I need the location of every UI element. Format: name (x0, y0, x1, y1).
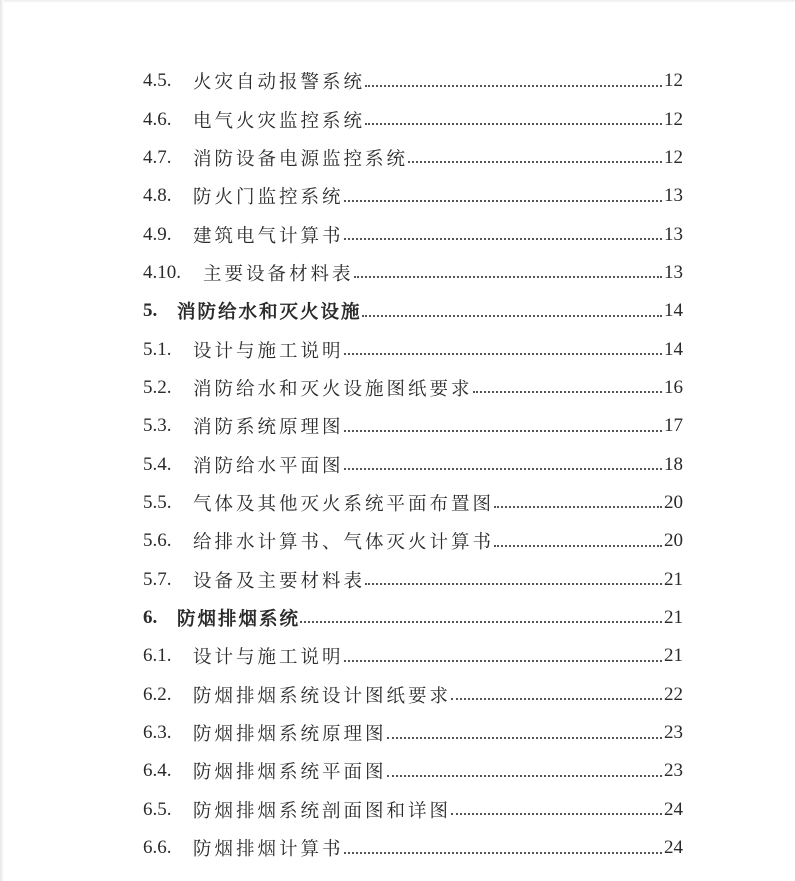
toc-entry-title: 防烟排烟系统平面图 (193, 762, 387, 784)
toc-entry-number: 5.2. (143, 376, 172, 398)
table-of-contents (143, 62, 683, 867)
toc-entry-page: 22 (664, 683, 683, 705)
toc-entry[interactable] (143, 445, 683, 483)
toc-entry-page: 20 (664, 530, 683, 552)
toc-entry-page: 24 (664, 798, 683, 820)
toc-entry-page: 21 (664, 606, 683, 628)
toc-entry-title: 电气火灾监控系统 (193, 110, 366, 132)
toc-entry-number: 5. (143, 300, 158, 322)
toc-entry-title: 防烟排烟系统设计图纸要求 (193, 685, 452, 707)
toc-entry-title: 防烟排烟系统 (177, 608, 301, 630)
toc-entry-page: 12 (664, 108, 683, 130)
toc-entry-number: 6.3. (143, 722, 172, 744)
toc-entry-title: 设备及主要材料表 (193, 570, 366, 592)
toc-entry-title: 消防系统原理图 (193, 417, 344, 439)
toc-section-heading[interactable] (143, 599, 683, 637)
toc-entry-number: 5.3. (143, 415, 172, 437)
toc-entry-number: 5.7. (143, 568, 172, 590)
toc-dot-leader (354, 275, 662, 278)
toc-dot-leader (494, 544, 662, 547)
toc-dot-leader (362, 314, 662, 317)
toc-entry-title: 消防给水和灭火设施 (177, 302, 362, 324)
toc-entry[interactable] (143, 714, 683, 752)
toc-entry-number: 6.1. (143, 645, 172, 667)
toc-entry-title: 消防给水和灭火设施图纸要求 (193, 378, 473, 400)
toc-dot-leader (387, 736, 662, 739)
toc-entry-title: 消防给水平面图 (193, 455, 344, 477)
toc-entry-title: 建筑电气计算书 (193, 225, 344, 247)
toc-entry-number: 6.2. (143, 683, 172, 705)
toc-dot-leader (344, 429, 662, 432)
toc-entry-title: 防烟排烟计算书 (193, 839, 344, 861)
toc-entry[interactable] (143, 215, 683, 253)
toc-entry-page: 18 (664, 453, 683, 475)
toc-dot-leader (344, 237, 662, 240)
toc-entry[interactable] (143, 560, 683, 598)
toc-entry[interactable] (143, 791, 683, 829)
toc-dot-leader (344, 199, 662, 202)
toc-entry[interactable] (143, 637, 683, 675)
toc-entry[interactable] (143, 484, 683, 522)
toc-entry[interactable] (143, 407, 683, 445)
toc-entry-number: 5.5. (143, 491, 172, 513)
toc-entry-number: 5.6. (143, 530, 172, 552)
toc-entry[interactable] (143, 522, 683, 560)
toc-entry[interactable] (143, 177, 683, 215)
toc-entry-title: 防火门监控系统 (193, 187, 344, 209)
toc-entry-title: 防烟排烟系统剖面图和详图 (193, 800, 452, 822)
toc-entry-title: 消防设备电源监控系统 (193, 148, 409, 170)
toc-entry-page: 21 (664, 645, 683, 667)
toc-entry-page: 12 (664, 70, 683, 92)
toc-entry-title: 火灾自动报警系统 (193, 72, 366, 94)
toc-entry-number: 4.5. (143, 70, 172, 92)
toc-entry[interactable] (143, 752, 683, 790)
toc-entry-number: 6. (143, 606, 158, 628)
toc-entry[interactable] (143, 369, 683, 407)
toc-entry[interactable] (143, 100, 683, 138)
toc-entry-page: 13 (664, 223, 683, 245)
toc-entry-number: 5.1. (143, 338, 172, 360)
toc-entry-number: 6.4. (143, 760, 172, 782)
toc-entry-title: 防烟排烟系统原理图 (193, 724, 387, 746)
toc-dot-leader (365, 582, 662, 585)
toc-entry-number: 4.10. (143, 261, 181, 283)
toc-entry-number: 4.9. (143, 223, 172, 245)
toc-entry-page: 23 (664, 760, 683, 782)
toc-entry[interactable] (143, 254, 683, 292)
toc-dot-leader (408, 160, 662, 163)
toc-dot-leader (473, 390, 662, 393)
toc-dot-leader (451, 697, 662, 700)
toc-entry-title: 设计与施工说明 (193, 647, 344, 669)
toc-entry-number: 4.8. (143, 185, 172, 207)
toc-dot-leader (451, 812, 662, 815)
toc-section-heading[interactable] (143, 292, 683, 330)
toc-entry[interactable] (143, 139, 683, 177)
page-left-edge (0, 0, 4, 881)
toc-entry-title: 主要设备材料表 (203, 263, 354, 285)
toc-dot-leader (344, 659, 662, 662)
toc-dot-leader (300, 620, 662, 623)
toc-entry-number: 6.5. (143, 798, 172, 820)
toc-entry-page: 13 (664, 261, 683, 283)
toc-dot-leader (344, 352, 662, 355)
toc-entry-page: 21 (664, 568, 683, 590)
toc-entry-title: 设计与施工说明 (193, 340, 344, 362)
toc-dot-leader (387, 774, 662, 777)
toc-entry-page: 24 (664, 837, 683, 859)
toc-entry-number: 4.6. (143, 108, 172, 130)
toc-entry[interactable] (143, 676, 683, 714)
toc-entry-title: 气体及其他灭火系统平面布置图 (193, 493, 495, 515)
toc-dot-leader (365, 84, 662, 87)
toc-entry[interactable] (143, 62, 683, 100)
toc-entry-number: 4.7. (143, 146, 172, 168)
toc-entry-page: 23 (664, 722, 683, 744)
toc-entry-page: 17 (664, 415, 683, 437)
toc-entry[interactable] (143, 330, 683, 368)
toc-entry-page: 20 (664, 491, 683, 513)
toc-entry-page: 14 (664, 300, 683, 322)
page-top-edge (0, 0, 795, 3)
toc-entry-title: 给排水计算书、气体灭火计算书 (193, 532, 495, 554)
toc-dot-leader (344, 851, 662, 854)
toc-entry-page: 13 (664, 185, 683, 207)
toc-entry[interactable] (143, 829, 683, 867)
toc-dot-leader (494, 505, 662, 508)
toc-dot-leader (344, 467, 662, 470)
toc-entry-page: 12 (664, 146, 683, 168)
toc-entry-page: 16 (664, 376, 683, 398)
toc-entry-page: 14 (664, 338, 683, 360)
toc-entry-number: 5.4. (143, 453, 172, 475)
toc-dot-leader (365, 122, 662, 125)
toc-entry-number: 6.6. (143, 837, 172, 859)
